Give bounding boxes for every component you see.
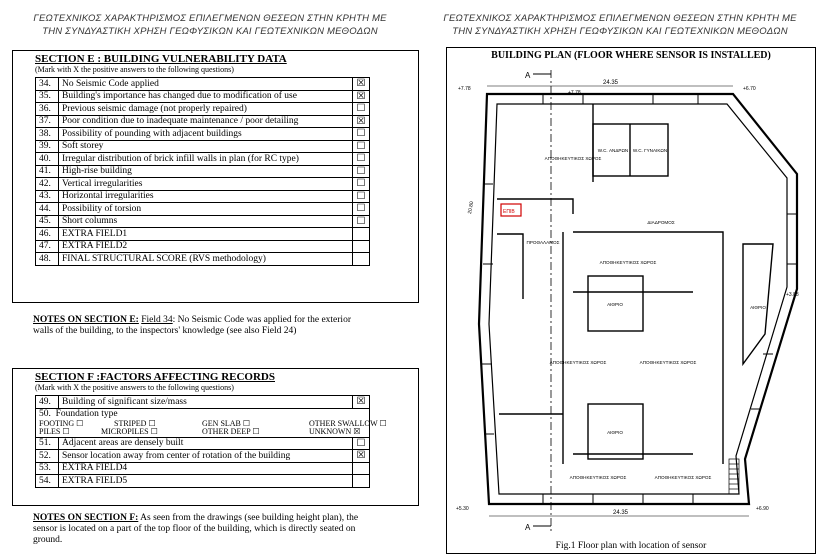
row-checkbox[interactable]: ☐ <box>353 153 370 166</box>
row-checkbox[interactable]: ☒ <box>353 450 370 463</box>
row-number: 35. <box>36 90 59 103</box>
outer-wall <box>479 94 797 504</box>
row-number: 43. <box>36 190 59 203</box>
elev-mid: +7.78 <box>568 90 581 96</box>
elev-right: +3.88 <box>786 292 799 298</box>
notes-f-text2: sensor is located on a part of the top floor of the building, which is directly seated on <box>33 524 356 534</box>
row-checkbox[interactable]: ☐ <box>353 178 370 191</box>
row-number: 44. <box>36 203 59 216</box>
room-label: W.C. ΑΝΔΡΩΝ <box>597 148 629 153</box>
table-row <box>36 396 370 409</box>
notes-f-text1: As seen from the drawings (see building height plan), the <box>138 513 359 523</box>
row-number: 39. <box>36 140 59 153</box>
foundation-micropiles-checkbox[interactable]: MICROPILES ☐ <box>101 426 158 436</box>
row-checkbox[interactable]: ☐ <box>353 203 370 216</box>
room-label: ΑΙΘΡΙΟ <box>607 430 623 435</box>
row-checkbox[interactable]: ☐ <box>353 128 370 141</box>
foundation-cell <box>36 408 387 437</box>
row-checkbox[interactable]: ☐ <box>353 190 370 203</box>
section-f-title: SECTION F :FACTORS AFFECTING RECORDS <box>35 371 275 383</box>
row-checkbox[interactable]: ☒ <box>353 78 370 91</box>
building-plan-box <box>446 47 816 554</box>
row-text: EXTRA FIELD5 <box>59 475 353 488</box>
plan-title: BUILDING PLAN (FLOOR WHERE SENSOR IS INSTALLED) <box>491 50 771 61</box>
row-checkbox[interactable]: ☐ <box>353 215 370 228</box>
row-text: Building's importance has changed due to modification of use <box>59 90 353 103</box>
row-number: 47. <box>36 240 59 253</box>
table-row <box>36 475 370 488</box>
row-number: 46. <box>36 228 59 241</box>
row-checkbox[interactable]: ☐ <box>353 140 370 153</box>
row-checkbox[interactable]: ☐ <box>353 437 370 450</box>
table-row <box>36 153 370 166</box>
notes-section-e <box>33 315 413 337</box>
table-row <box>36 90 370 103</box>
header-line1: ΓΕΩΤΕΧΝΙΚΟΣ ΧΑΡΑΚΤΗΡΙΣΜΟΣ ΕΠΙΛΕΓΜΕΝΩΝ ΘΕΣΕΩΝ ΣΤΗΝ ΚΡΗΤΗ ΜΕ <box>443 13 797 24</box>
elev-top-left: +7.78 <box>458 86 471 92</box>
table-row <box>36 103 370 116</box>
row-number: 40. <box>36 153 59 166</box>
section-e-box <box>12 50 419 303</box>
table-row <box>36 128 370 141</box>
row-text: Possibility of torsion <box>59 203 353 216</box>
row-number: 52. <box>36 450 59 463</box>
dim-bottom: 24.35 <box>613 510 629 516</box>
row-text: EXTRA FIELD1 <box>59 228 353 241</box>
room-label: ΑΠΟΘΗΚΕΥΤΙΚΟΣ ΧΩΡΟΣ <box>599 260 657 265</box>
row-number: 34. <box>36 78 59 91</box>
notes-e-label: NOTES ON SECTION E: <box>33 315 139 325</box>
section-mark-bottom: A <box>525 523 531 532</box>
table-row <box>36 190 370 203</box>
row-checkbox[interactable]: ☐ <box>353 103 370 116</box>
room-label: ΑΠΟΘΗΚΕΥΤΙΚΟΣ ΧΩΡΟΣ <box>654 475 712 480</box>
table-row <box>36 228 370 241</box>
row-text: Soft storey <box>59 140 353 153</box>
table-row <box>36 140 370 153</box>
header-line2: ΤΗΝ ΣΥΝΔΥΑΣΤΙΚΗ ΧΡΗΣΗ ΓΕΩΦΥΣΙΚΩΝ ΚΑΙ ΓΕΩΤΕΧΝΙΚΩΝ ΜΕΘΟΔΩΝ <box>42 26 378 37</box>
section-f-box <box>12 368 419 506</box>
notes-f-label: NOTES ON SECTION F: <box>33 513 139 523</box>
table-row <box>36 450 370 463</box>
section-mark-top: A <box>525 71 531 80</box>
table-row <box>36 437 370 450</box>
row-number: 37. <box>36 115 59 128</box>
interior-walls <box>497 104 773 464</box>
table-row <box>36 462 370 475</box>
row-number: 51. <box>36 437 59 450</box>
row-number: 49. <box>36 396 59 409</box>
dim-left: 20.80 <box>467 200 476 215</box>
row-number: 50. <box>39 408 51 419</box>
foundation-other-deep-checkbox[interactable]: OTHER DEEP ☐ <box>202 426 260 436</box>
row-checkbox[interactable] <box>353 462 370 475</box>
sensor-label: ΕΠΙΒ <box>503 209 515 215</box>
row-text: High-rise building <box>59 165 353 178</box>
room-label: ΔΙΑΔΡΟΜΟΣ <box>647 220 675 225</box>
table-row <box>36 203 370 216</box>
row-text: EXTRA FIELD4 <box>59 462 353 475</box>
table-row <box>36 115 370 128</box>
foundation-gen-slab-checkbox[interactable]: GEN SLAB ☐ <box>202 418 251 428</box>
notes-e-field-ref: Field 34 <box>141 315 173 325</box>
floor-plan-drawing <box>453 64 811 540</box>
notes-f-text3: ground. <box>33 535 63 545</box>
table-row <box>36 253 370 266</box>
row-checkbox[interactable]: ☒ <box>353 90 370 103</box>
row-checkbox[interactable] <box>353 228 370 241</box>
section-f-table <box>35 395 387 488</box>
row-checkbox[interactable]: ☒ <box>353 396 370 409</box>
notes-e-text2: walls of the building, to the inspectors' knowledge (see also Field 24) <box>33 326 297 336</box>
room-label: ΑΙΘΡΙΟ <box>607 302 623 307</box>
room-label: ΑΠΟΘΗΚΕΥΤΙΚΟΣ ΧΩΡΟΣ <box>569 475 627 480</box>
section-e-table <box>35 77 370 266</box>
row-number: 38. <box>36 128 59 141</box>
room-label: W.C. ΓΥΝΑΙΚΩΝ <box>632 148 668 153</box>
row-number: 45. <box>36 215 59 228</box>
table-row <box>36 178 370 191</box>
elev-bottom-left: +5.30 <box>456 506 469 512</box>
plan-caption: Fig.1 Floor plan with location of sensor <box>555 541 707 551</box>
row-checkbox[interactable] <box>353 253 370 266</box>
row-text: Possibility of pounding with adjacent buildings <box>59 128 353 141</box>
row-text: Building of significant size/mass <box>59 396 353 409</box>
page-header-right <box>430 12 810 38</box>
room-label: ΠΡΟΘΑΛΑΜΟΣ <box>526 240 560 245</box>
foundation-piles-checkbox[interactable]: PILES ☐ <box>39 426 70 436</box>
row-text: Adjacent areas are densely built <box>59 437 353 450</box>
section-e-subtitle: (Mark with X the positive answers to the following questions) <box>35 65 234 74</box>
row-checkbox[interactable]: ☒ <box>353 115 370 128</box>
row-text: No Seismic Code applied <box>59 78 353 91</box>
table-row <box>36 240 370 253</box>
row-text: Irregular distribution of brick infill walls in plan (for RC type) <box>59 153 353 166</box>
page-header-left <box>20 12 400 38</box>
row-text: FINAL STRUCTURAL SCORE (RVS methodology) <box>59 253 353 266</box>
row-text: Poor condition due to inadequate maintenance / poor detailing <box>59 115 353 128</box>
row-number: 36. <box>36 103 59 116</box>
foundation-other-swallow-checkbox[interactable]: OTHER SWALLOW ☐ <box>309 418 387 428</box>
table-row <box>36 165 370 178</box>
header-line2: ΤΗΝ ΣΥΝΔΥΑΣΤΙΚΗ ΧΡΗΣΗ ΓΕΩΦΥΣΙΚΩΝ ΚΑΙ ΓΕΩΤΕΧΝΙΚΩΝ ΜΕΘΟΔΩΝ <box>452 26 788 37</box>
dim-top: 24.35 <box>603 80 619 86</box>
row-text: Short columns <box>59 215 353 228</box>
foundation-label: Foundation type <box>55 408 118 419</box>
elev-top-right: +6.70 <box>743 86 756 92</box>
table-row <box>36 78 370 91</box>
section-f-subtitle: (Mark with X the positive answers to the following questions) <box>35 383 234 392</box>
table-row <box>36 215 370 228</box>
table-row-foundation <box>36 408 370 437</box>
row-checkbox[interactable]: ☐ <box>353 165 370 178</box>
room-label: ΑΠΟΘΗΚΕΥΤΙΚΟΣ ΧΩΡΟΣ <box>639 360 697 365</box>
elev-bottom-right: +6.90 <box>756 506 769 512</box>
row-text: EXTRA FIELD2 <box>59 240 353 253</box>
room-label: ΑΙΘΡΙΟ <box>750 305 766 310</box>
row-checkbox[interactable] <box>353 475 370 488</box>
row-number: 48. <box>36 253 59 266</box>
notes-section-f <box>33 513 418 546</box>
foundation-striped-checkbox[interactable]: STRIPED ☐ <box>114 418 156 428</box>
row-number: 41. <box>36 165 59 178</box>
foundation-footing-checkbox[interactable]: FOOTING ☐ <box>39 418 84 428</box>
row-text: Horizontal irregularities <box>59 190 353 203</box>
row-text: Sensor location away from center of rotation of the building <box>59 450 353 463</box>
room-label: ΑΠΟΘΗΚΕΥΤΙΚΟΣ ΧΩΡΟΣ <box>544 156 602 161</box>
section-e-title: SECTION E : BUILDING VULNERABILITY DATA <box>35 53 287 65</box>
row-checkbox[interactable] <box>353 240 370 253</box>
foundation-unknown-checkbox[interactable]: UNKNOWN ☒ <box>309 426 361 436</box>
room-label: ΑΠΟΘΗΚΕΥΤΙΚΟΣ ΧΩΡΟΣ <box>549 360 607 365</box>
row-number: 42. <box>36 178 59 191</box>
row-number: 53. <box>36 462 59 475</box>
row-text: Previous seismic damage (not properly repaired) <box>59 103 353 116</box>
notes-e-text1: : No Seismic Code was applied for the exterior <box>172 315 351 325</box>
header-line1: ΓΕΩΤΕΧΝΙΚΟΣ ΧΑΡΑΚΤΗΡΙΣΜΟΣ ΕΠΙΛΕΓΜΕΝΩΝ ΘΕΣΕΩΝ ΣΤΗΝ ΚΡΗΤΗ ΜΕ <box>33 13 387 24</box>
row-text: Vertical irregularities <box>59 178 353 191</box>
row-number: 54. <box>36 475 59 488</box>
